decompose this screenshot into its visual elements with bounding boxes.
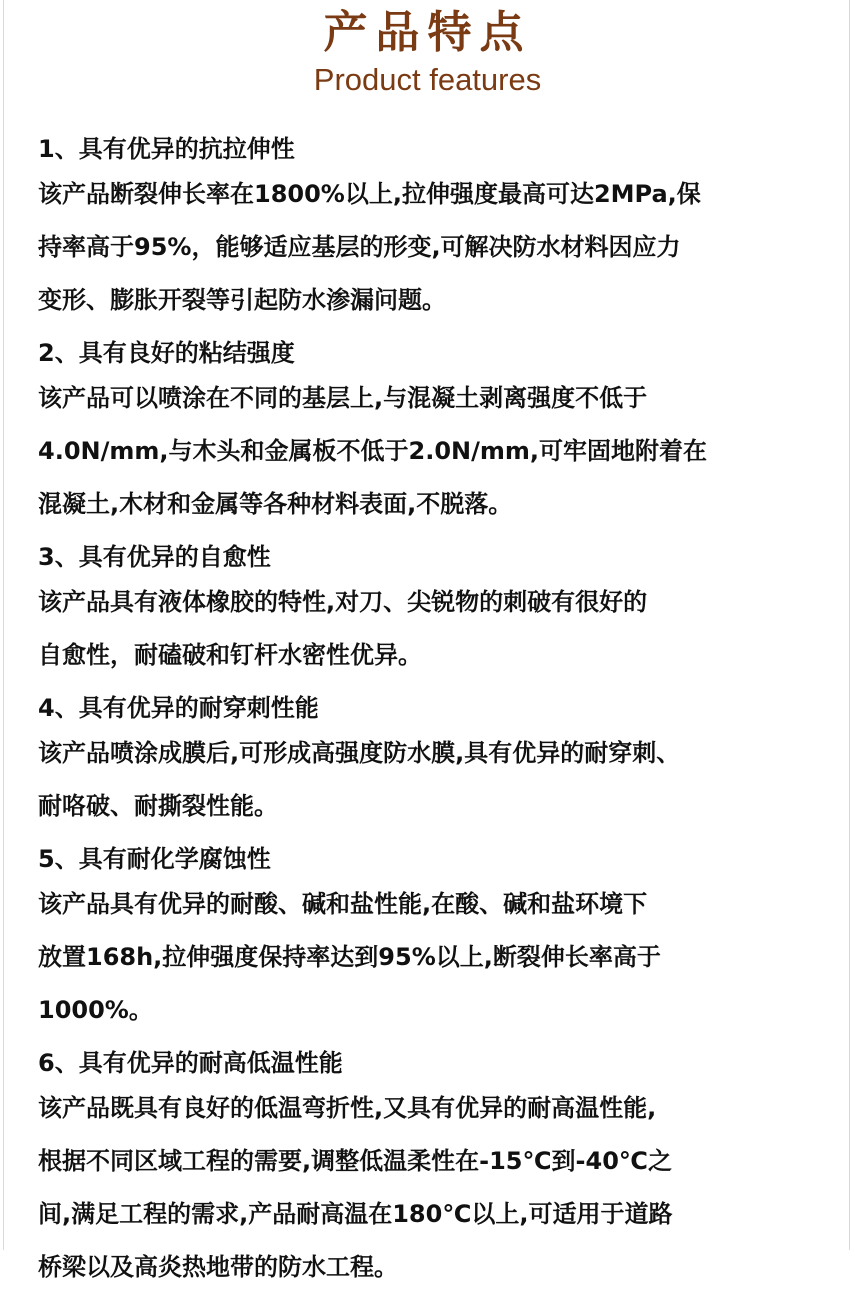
feature-text-line: 放置168h,拉伸强度保持率达到95%以上,断裂伸长率高于 xyxy=(38,943,661,971)
feature-section-6 xyxy=(38,1044,828,1301)
feature-text-line: 混凝土,木材和金属等各种材料表面,不脱落。 xyxy=(38,490,513,518)
page-subtitle: Product features xyxy=(313,62,542,97)
feature-text-line: 耐咯破、耐撕裂性能。 xyxy=(38,792,278,820)
page-title: 产品特点 xyxy=(323,7,532,58)
feature-text-line: 4.0N/mm,与木头和金属板不低于2.0N/mm,可牢固地附着在 xyxy=(38,437,707,465)
features-list xyxy=(38,130,828,1301)
feature-heading: 1、具有优异的抗拉伸性 xyxy=(38,135,295,163)
feature-text-line: 该产品具有液体橡胶的特性,对刀、尖锐物的刺破有很好的 xyxy=(38,588,648,616)
feature-section-5 xyxy=(38,840,828,1044)
feature-text-line: 根据不同区域工程的需要,调整低温柔性在-15℃到-40℃之 xyxy=(38,1147,672,1175)
feature-text-line: 该产品断裂伸长率在1800%以上,拉伸强度最高可达2MPa,保 xyxy=(38,180,701,208)
feature-text-line: 1000%。 xyxy=(38,996,153,1024)
feature-heading: 5、具有耐化学腐蚀性 xyxy=(38,845,271,873)
feature-heading: 6、具有优异的耐高低温性能 xyxy=(38,1049,343,1077)
feature-section-3 xyxy=(38,538,828,689)
feature-heading: 3、具有优异的自愈性 xyxy=(38,543,271,571)
feature-section-4 xyxy=(38,689,828,840)
feature-text-line: 持率高于95%，能够适应基层的形变,可解决防水材料因应力 xyxy=(38,233,681,261)
feature-text-line: 桥梁以及高炎热地带的防水工程。 xyxy=(38,1253,398,1281)
feature-text-line: 自愈性，耐磕破和钉杆水密性优异。 xyxy=(38,641,422,669)
feature-text-line: 变形、膨胀开裂等引起防水渗漏问题。 xyxy=(38,286,446,314)
feature-text-line: 该产品具有优异的耐酸、碱和盐性能,在酸、碱和盐环境下 xyxy=(38,890,648,918)
feature-section-1 xyxy=(38,130,828,334)
feature-heading: 4、具有优异的耐穿刺性能 xyxy=(38,694,319,722)
feature-section-2 xyxy=(38,334,828,538)
feature-text-line: 该产品喷涂成膜后,可形成高强度防水膜,具有优异的耐穿刺、 xyxy=(38,739,681,767)
feature-text-line: 该产品可以喷涂在不同的基层上,与混凝土剥离强度不低于 xyxy=(38,384,648,412)
feature-heading: 2、具有良好的粘结强度 xyxy=(38,339,295,367)
feature-text-line: 该产品既具有良好的低温弯折性,又具有优异的耐高温性能, xyxy=(38,1094,657,1122)
feature-text-line: 间,满足工程的需求,产品耐高温在180℃以上,可适用于道路 xyxy=(38,1200,673,1228)
